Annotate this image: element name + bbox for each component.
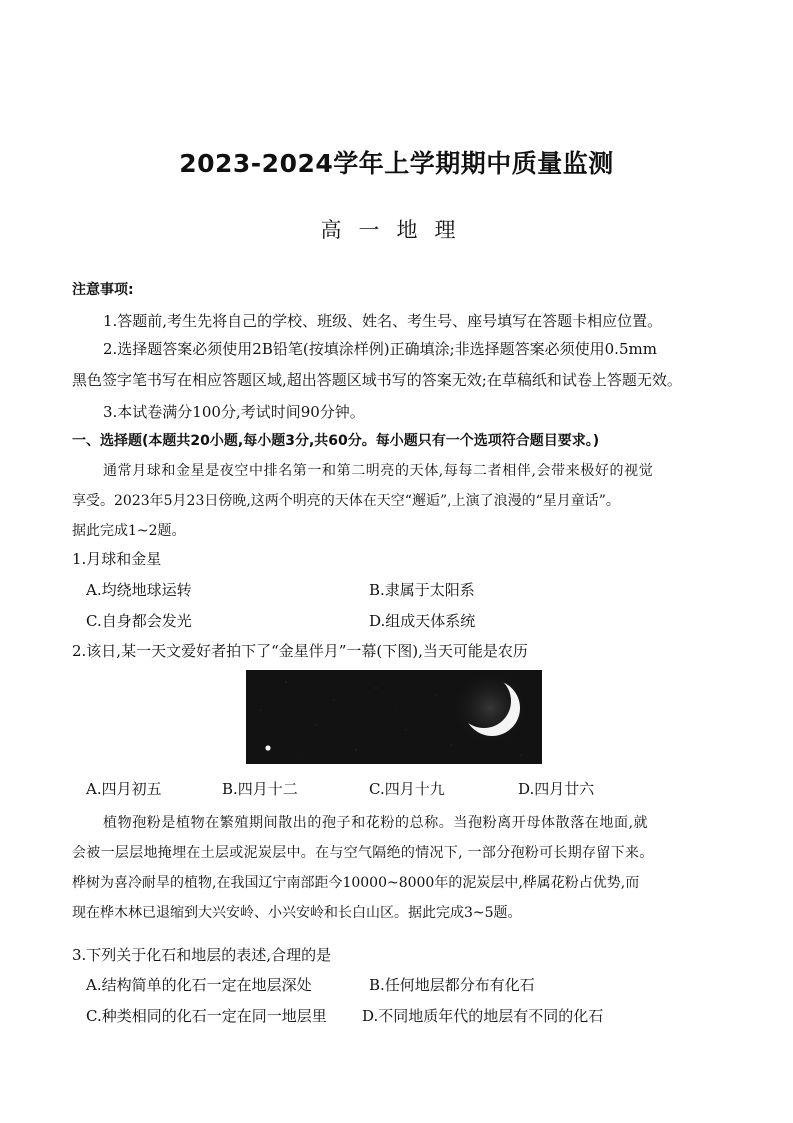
q3-option-d: D.不同地质年代的地层有不同的化石 xyxy=(362,1007,604,1025)
venus-dot xyxy=(265,745,270,750)
q1-stem: 1.月球和金星 xyxy=(72,550,162,568)
q1-option-c: C.自身都会发光 xyxy=(86,612,192,630)
q3-option-b: B.任何地层都分布有化石 xyxy=(369,976,535,994)
passage2-line-2: 会被一层层地掩埋在土层或泥炭层中。在与空气隔绝的情况下, 一部分孢粉可长期存留下来。 xyxy=(72,845,654,861)
passage2-line-3: 桦树为喜冷耐旱的植物,在我国辽宁南部距今10000~8000年的泥炭层中,桦属花粉占优势,而 xyxy=(72,875,640,891)
q3-stem: 3.下列关于化石和地层的表述,合理的是 xyxy=(72,946,332,964)
q3-option-a: A.结构简单的化石一定在地层深处 xyxy=(86,976,312,994)
passage2-line-4: 现在桦木林已退缩到大兴安岭、小兴安岭和长白山区。据此完成3~5题。 xyxy=(72,905,522,921)
section-heading: 一、选择题(本题共20小题,每小题3分,共60分。每小题只有一个选项符合题目要求。) xyxy=(72,433,600,449)
page-title: 2023-2024学年上学期期中质量监测 xyxy=(179,149,614,178)
q1-option-b: B.隶属于太阳系 xyxy=(369,581,475,599)
venus-moon-photo-svg xyxy=(246,670,542,764)
notice-item-1: 1.答题前,考生先将自己的学校、班级、姓名、考生号、座号填写在答题卡相应位置。 xyxy=(103,312,663,330)
notice-item-3: 3.本试卷满分100分,考试时间90分钟。 xyxy=(103,403,365,421)
venus-moon-photo xyxy=(246,670,542,764)
q2-option-c: C.四月十九 xyxy=(369,780,445,798)
q1-option-d: D.组成天体系统 xyxy=(369,612,476,630)
subject-title: 高一地理 xyxy=(320,218,473,242)
notice-heading: 注意事项: xyxy=(72,282,134,298)
passage1-line-1: 通常月球和金星是夜空中排名第一和第二明亮的天体,每每二者相伴,会带来极好的视觉 xyxy=(103,463,654,479)
notice-item-2-cont: 黑色签字笔书写在相应答题区域,超出答题区域书写的答案无效;在草稿纸和试卷上答题无效。 xyxy=(72,371,682,389)
q2-option-d: D.四月廿六 xyxy=(518,780,595,798)
notice-item-2: 2.选择题答案必须使用2B铅笔(按填涂样例)正确填涂;非选择题答案必须使用0.5mm xyxy=(103,340,657,358)
q3-option-c: C.种类相同的化石一定在同一地层里 xyxy=(86,1007,327,1025)
q1-option-a: A.均绕地球运转 xyxy=(86,581,192,599)
q2-stem: 2.该日,某一天文爱好者拍下了“金星伴月”一幕(下图),当天可能是农历 xyxy=(72,642,528,660)
passage2-line-1: 植物孢粉是植物在繁殖期间散出的孢子和花粉的总称。当孢粉离开母体散落在地面,就 xyxy=(103,815,649,831)
passage1-line-2: 享受。2023年5月23日傍晚,这两个明亮的天体在天空“邂逅”,上演了浪漫的“星月童话”。 xyxy=(72,493,620,509)
passage1-line-3: 据此完成1~2题。 xyxy=(72,523,186,539)
crescent-moon xyxy=(246,670,542,764)
q2-option-b: B.四月十二 xyxy=(222,780,298,798)
q2-option-a: A.四月初五 xyxy=(86,780,162,798)
